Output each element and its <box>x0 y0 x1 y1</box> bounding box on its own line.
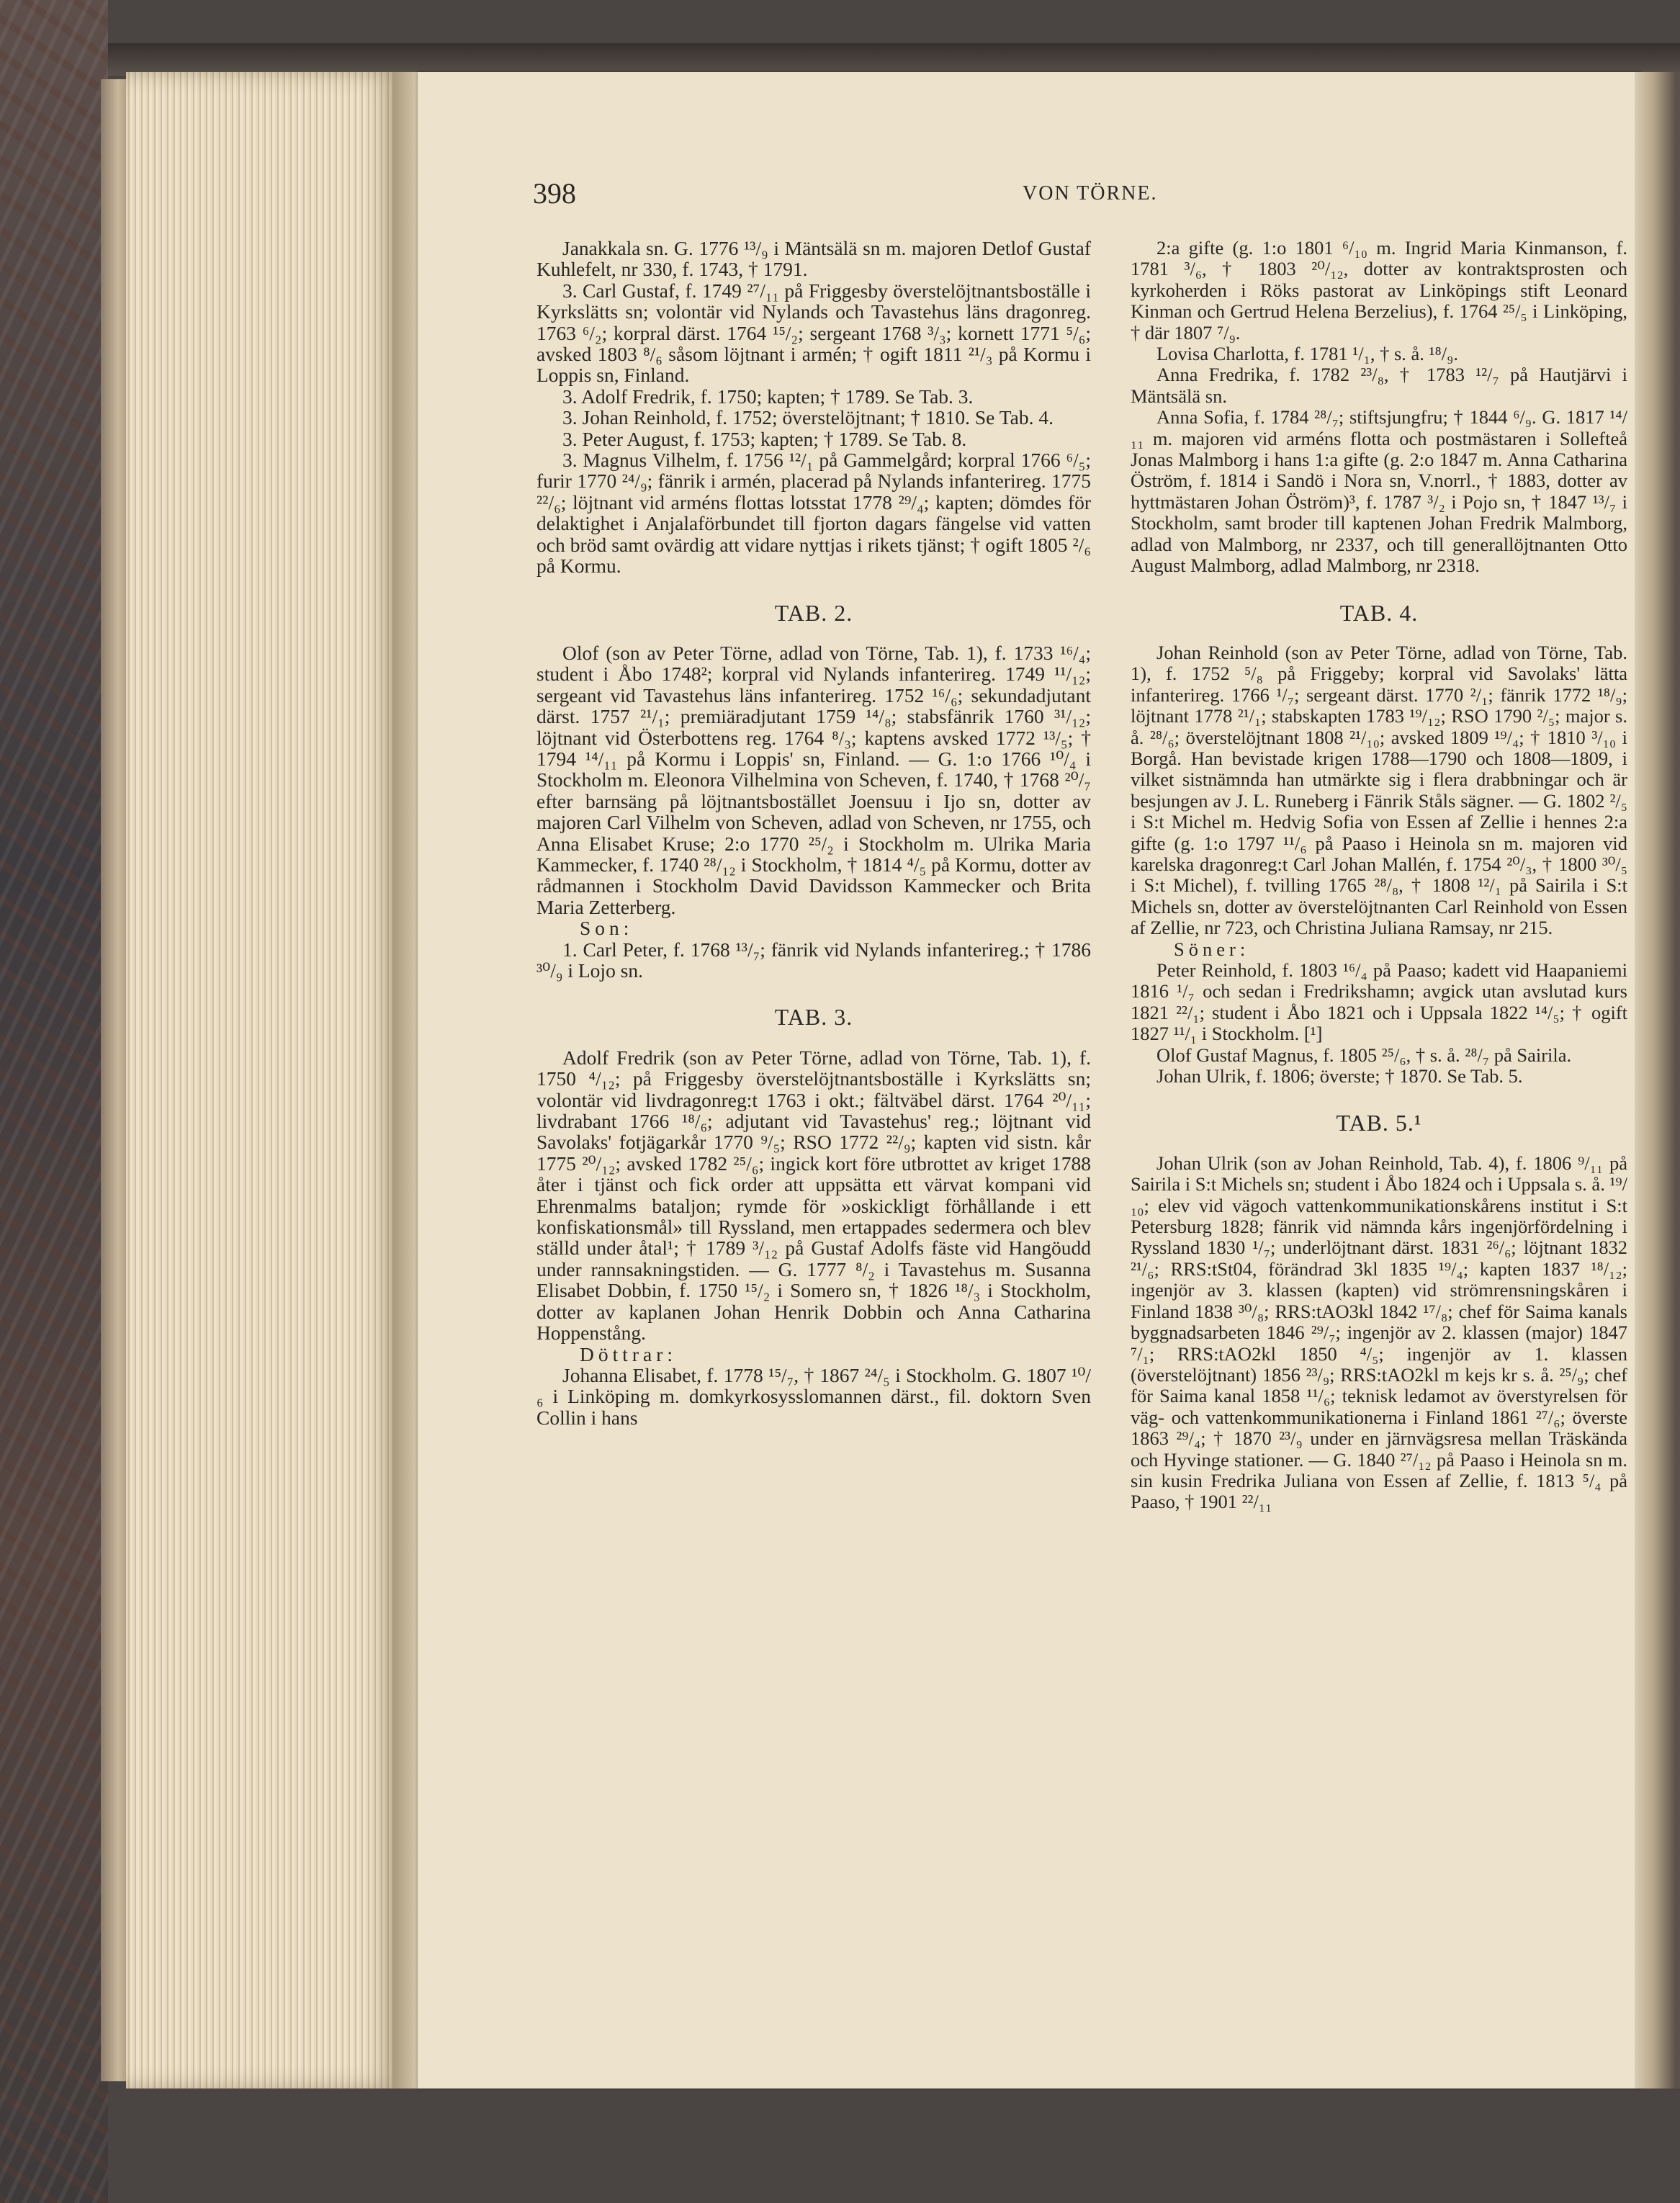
paragraph: Johan Ulrik, f. 1806; överste; † 1870. Se Tab. 5. <box>1156 1065 1523 1087</box>
paragraph: Anna Fredrika, f. 1782 ²³/₈, † 1783 ¹²/₇ på Hautjärvi i Mäntsälä sn. <box>1131 364 1627 407</box>
paragraph: Johan Reinhold (son av Peter Törne, adlad von Törne, Tab. 1), f. 1752 ⁵/₈ på Friggeby; korpral vid Savolaks' lätta infanterireg. 1766 ¹/₇; sergeant därst. 1770 ²/₁; fänrik 1772 ¹⁸/₉; löjtnant 1778 ²¹/₁; stabskapten 1783 ¹⁹/₁₂; RSO 1790 ²/₅; major s. å. ²⁸/₆; överstelöjtnant 1808 ²¹/₁₀; avsked 1809 ¹⁹/₄; † 1810 ³/₁₀ i Borgå. Han bevistade krigen 1788—1790 och 1808—1809, i vilket sistnämnda han utmärkte sig i flera drabbningar och är besjungen av J. L. Runeberg i Fänrik Ståls sägner. — G. 1802 ²/₅ i S:t Michel m. Hedvig Sofia von Essen af Zellie i hennes 2:a gifte (g. 1:o 1797 ¹¹/₆ på Paaso i Heinola sn m. majoren vid karelska dragonreg:t Carl Johan Mallén, f. 1754 ²⁰/₃, † 1800 ³⁰/₅ i S:t Michel), f. tvilling 1765 ²⁸/₈, † 1808 ¹²/₁ på Sairila i S:t Michels sn, dotter av överstelöjtnanten Carl Reinhold von Essen af Zellie, nr 723, och Christina Juliana Ramsay, nr 215. <box>1131 641 1627 939</box>
section-heading: TAB. 2. <box>774 599 853 626</box>
book-top-shadow <box>108 43 1680 76</box>
subsection-label: Söner: <box>1174 938 1250 960</box>
paragraph: 3. Carl Gustaf, f. 1749 ²⁷/₁₁ på Friggesby överstelöjtnantsboställe i Kyrkslätts sn; volontär vid Nylands och Tavastehus läns dragonreg. 1763 ⁶/₂; korpral därst. 1764 ¹⁵/₂; sergeant 1768 ³/₃; kornett 1771 ⁵/₆; avsked 1803 ⁸/₆ såsom löjtnant i armén; † ogift 1811 ²¹/₃ på Kormu i Loppis sn, Finland. <box>536 279 1091 387</box>
section-heading: TAB. 4. <box>1339 599 1419 626</box>
book-gutter <box>392 72 421 2088</box>
marbled-cover <box>0 0 108 2203</box>
paragraph: 3. Adolf Fredrik, f. 1750; kapten; † 1789. Se Tab. 3. <box>562 385 974 408</box>
paragraph: 3. Magnus Vilhelm, f. 1756 ¹²/₁ på Gammelgård; korpral 1766 ⁶/₅; furir 1770 ²⁴/₉; fänrik i armén, placerad på Nylands infanterireg. 1775 ²²/₆; löjtnant vid arméns flottas lotsstat 1778 ²⁹/₄; kapten; dömdes för delaktighet i Anjalaförbundet till fjorton dagars fängelse vid vatten och bröd samt ovärdig att vidare nyttjas i rikets tjänst; † ogift 1805 ²/₆ på Kormu. <box>536 449 1091 578</box>
running-head: VON TÖRNE. <box>1023 182 1158 205</box>
paragraph: Johanna Elisabet, f. 1778 ¹⁵/₇, † 1867 ²⁴/₅ i Stockholm. G. 1807 ¹⁰/₆ i Linköping m. domkyrkosysslomannen därst., fil. doktorn Sven Collin i hans <box>536 1363 1091 1429</box>
subsection-label: Döttrar: <box>580 1342 678 1365</box>
paragraph: 3. Peter August, f. 1753; kapten; † 1789. Se Tab. 8. <box>562 427 967 450</box>
subsection-label: Son: <box>580 917 634 940</box>
paragraph: Janakkala sn. G. 1776 ¹³/₉ i Mäntsälä sn m. majoren Detlof Gustaf Kuhlefelt, nr 330, f. 1743, † 1791. <box>536 237 1091 281</box>
paragraph: Olof Gustaf Magnus, f. 1805 ²⁵/₆, † s. å. ²⁸/₇ på Sairila. <box>1156 1044 1572 1066</box>
paragraph: Peter Reinhold, f. 1803 ¹⁶/₄ på Paaso; kadett vid Haapaniemi 1816 ¹/₇ och sedan i Fredrikshamn; avgick utan avslutad kurs 1821 ²²/₁; student i Åbo 1821 och i Uppsala 1822 ¹⁴/₅; † ogift 1827 ¹¹/₁ i Stockholm. [¹] <box>1131 959 1627 1045</box>
left-text-column <box>536 238 1091 1428</box>
paragraph: 3. Johan Reinhold, f. 1752; överstelöjtnant; † 1810. Se Tab. 4. <box>562 406 1054 429</box>
paragraph: 2:a gifte (g. 1:o 1801 ⁶/₁₀ m. Ingrid Maria Kinmanson, f. 1781 ³/₆, † 1803 ²⁰/₁₂, dotter av kontraktsprosten och kyrkoherden i Röks pastorat av Linköpings stift Leonard Kinman och Gertrud Helena Berzelius), f. 1764 ²⁵/₅ i Linköping, † där 1807 ⁷/₉. <box>1131 237 1627 344</box>
paragraph: Olof (son av Peter Törne, adlad von Törne, Tab. 1), f. 1733 ¹⁶/₄; student i Åbo 1748²; korpral vid Nylands infanterireg. 1749 ¹¹/₁₂; sergeant vid Tavastehus läns infanterireg. 1752 ¹⁶/₆; sekundadjutant därst. 1757 ²¹/₁; premiäradjutant 1759 ¹⁴/₈; stabsfänrik 1760 ³¹/₁₂; löjtnant vid Österbottens reg. 1764 ⁸/₃; kaptens avsked 1772 ¹³/₅; † 1794 ¹⁴/₁₁ på Kormu i Loppis' sn, Finland. — G. 1:o 1766 ¹⁰/₄ i Stockholm m. Eleonora Vilhelmina von Scheven, f. 1740, † 1768 ²⁰/₇ efter barnsäng på löjtnantsbostället Joensuu i Ijo sn, dotter av majoren Carl Vilhelm von Scheven, adlad von Scheven, nr 1755, och Anna Elisabet Kruse; 2:o 1770 ²⁵/₂ i Stockholm m. Ulrika Maria Kammecker, f. 1740 ²⁸/₁₂ i Stockholm, † 1814 ⁴/₅ på Kormu, dotter av rådmannen i Stockholm David Davidsson Kammecker och Brita Maria Zetterberg. <box>536 641 1091 918</box>
right-text-column <box>1131 238 1627 1513</box>
paragraph: Lovisa Charlotta, f. 1781 ¹/₁, † s. å. ¹⁸/₉. <box>1156 343 1458 365</box>
page-stack-edges <box>126 72 400 2088</box>
paragraph: 1. Carl Peter, f. 1768 ¹³/₇; fänrik vid Nylands infanterireg.; † 1786 ³⁰/₉ i Lojo sn. <box>536 938 1091 982</box>
section-heading: TAB. 5.¹ <box>1336 1110 1422 1136</box>
page-header <box>533 176 1613 212</box>
page-number: 398 <box>533 177 576 210</box>
paragraph: Johan Ulrik (son av Johan Reinhold, Tab. 4), f. 1806 ⁹/₁₁ på Sairila i S:t Michels sn; student i Åbo 1824 och i Uppsala s. å. ¹⁹/₁₀; elev vid vägoch vattenkommunikationskårens institut i S:t Petersburg 1828; fänrik vid nämnda kårs ingenjörfördelning i Ryssland 1830 ¹/₇; underlöjtnant därst. 1831 ²⁶/₆; löjtnant 1832 ²¹/₆; RRS:tSt04, förändrad 3kl 1835 ¹⁹/₄; kapten 1837 ¹⁸/₁₂; ingenjör av 3. klassen (kapten) vid strömrensningskåren i Finland 1838 ³⁰/₈; RRS:tAO3kl 1842 ¹⁷/₈; chef för Saima kanals byggnadsarbeten 1846 ²⁹/₇; ingenjör av 2. klassen (major) 1847 ⁷/₁; RRS:tAO2kl 1850 ⁴/₅; ingenjör av 1. klassen (överstelöjtnant) 1856 ²³/₉; RRS:tAO2kl m kejs kr s. å. ²⁵/₉; chef för Saima kanal 1858 ¹¹/₆; teknisk ledamot av överstyrelsen för väg- och vattenkommunikationerna i Finland 1861 ²⁷/₆; överste 1863 ²⁹/₄; † 1870 ²³/₉ under en järnvägsresa mellan Träskända och Hyvinge stationer. — G. 1840 ²⁷/₁₂ på Paaso i Heinola sn m. sin kusin Fredrika Juliana von Essen af Zellie, f. 1813 ⁵/₄ på Paaso, † 1901 ²²/₁₁ <box>1131 1152 1627 1513</box>
page-right-edge <box>1635 72 1680 2088</box>
paragraph: Anna Sofia, f. 1784 ²⁸/₇; stiftsjungfru; † 1844 ⁶/₉. G. 1817 ¹⁴/₁₁ m. majoren vid arméns flotta och postmästaren i Sollefteå Jonas Malmborg i hans 1:a gifte (g. 2:o 1847 m. Anna Catharina Öström, f. 1814 i Sandö i Nora sn, V.norrl., † 1883, dotter av hyttmästaren Johan Öström)³, f. 1787 ³/₂ i Pojo sn, † 1847 ¹³/₇ i Stockholm, samt broder till kaptenen Johan Fredrik Malmborg, adlad von Malmborg, nr 2337, och till generallöjtnanten Otto August Malmborg, adlad Malmborg, nr 2318. <box>1131 406 1627 577</box>
section-heading: TAB. 3. <box>774 1004 853 1031</box>
paragraph: Adolf Fredrik (son av Peter Törne, adlad von Törne, Tab. 1), f. 1750 ⁴/₁₂; på Friggesby överstelöjtnantsboställe i Kyrkslätts sn; volontär vid livdragonreg:t 1763 i okt.; fältväbel därst. 1764 ²⁰/₁₁; livdrabant 1766 ¹⁸/₆; adjutant vid Tavastehus' reg.; löjtnant vid Savolaks' fotjägarkår 1770 ⁹/₅; RSO 1772 ²²/₉; kapten vid sistn. kår 1775 ²⁰/₁₂; avsked 1782 ²⁵/₆; ingick kort före utbrottet av kriget 1788 åter i tjänst och fick order att uppsätta ett värvat kompani vid Ehrenmalms bataljon; rymde för »oskickligt förhållande i ett konfiskationsmål» till Ryssland, men ertappades sedermera och blev ställd under åtal¹; † 1789 ³/₁₂ på Gustaf Adolfs fäste vid Hangöudd under rannsakningstiden. — G. 1777 ⁸/₂ i Tavastehus m. Susanna Elisabet Dobbin, f. 1750 ¹⁵/₂ i Somero sn, † 1826 ¹⁸/₃ i Stockholm, dotter av kaplanen Johan Henrik Dobbin och Anna Catharina Hoppenstång. <box>536 1046 1091 1345</box>
book-board-edge <box>101 79 130 2081</box>
